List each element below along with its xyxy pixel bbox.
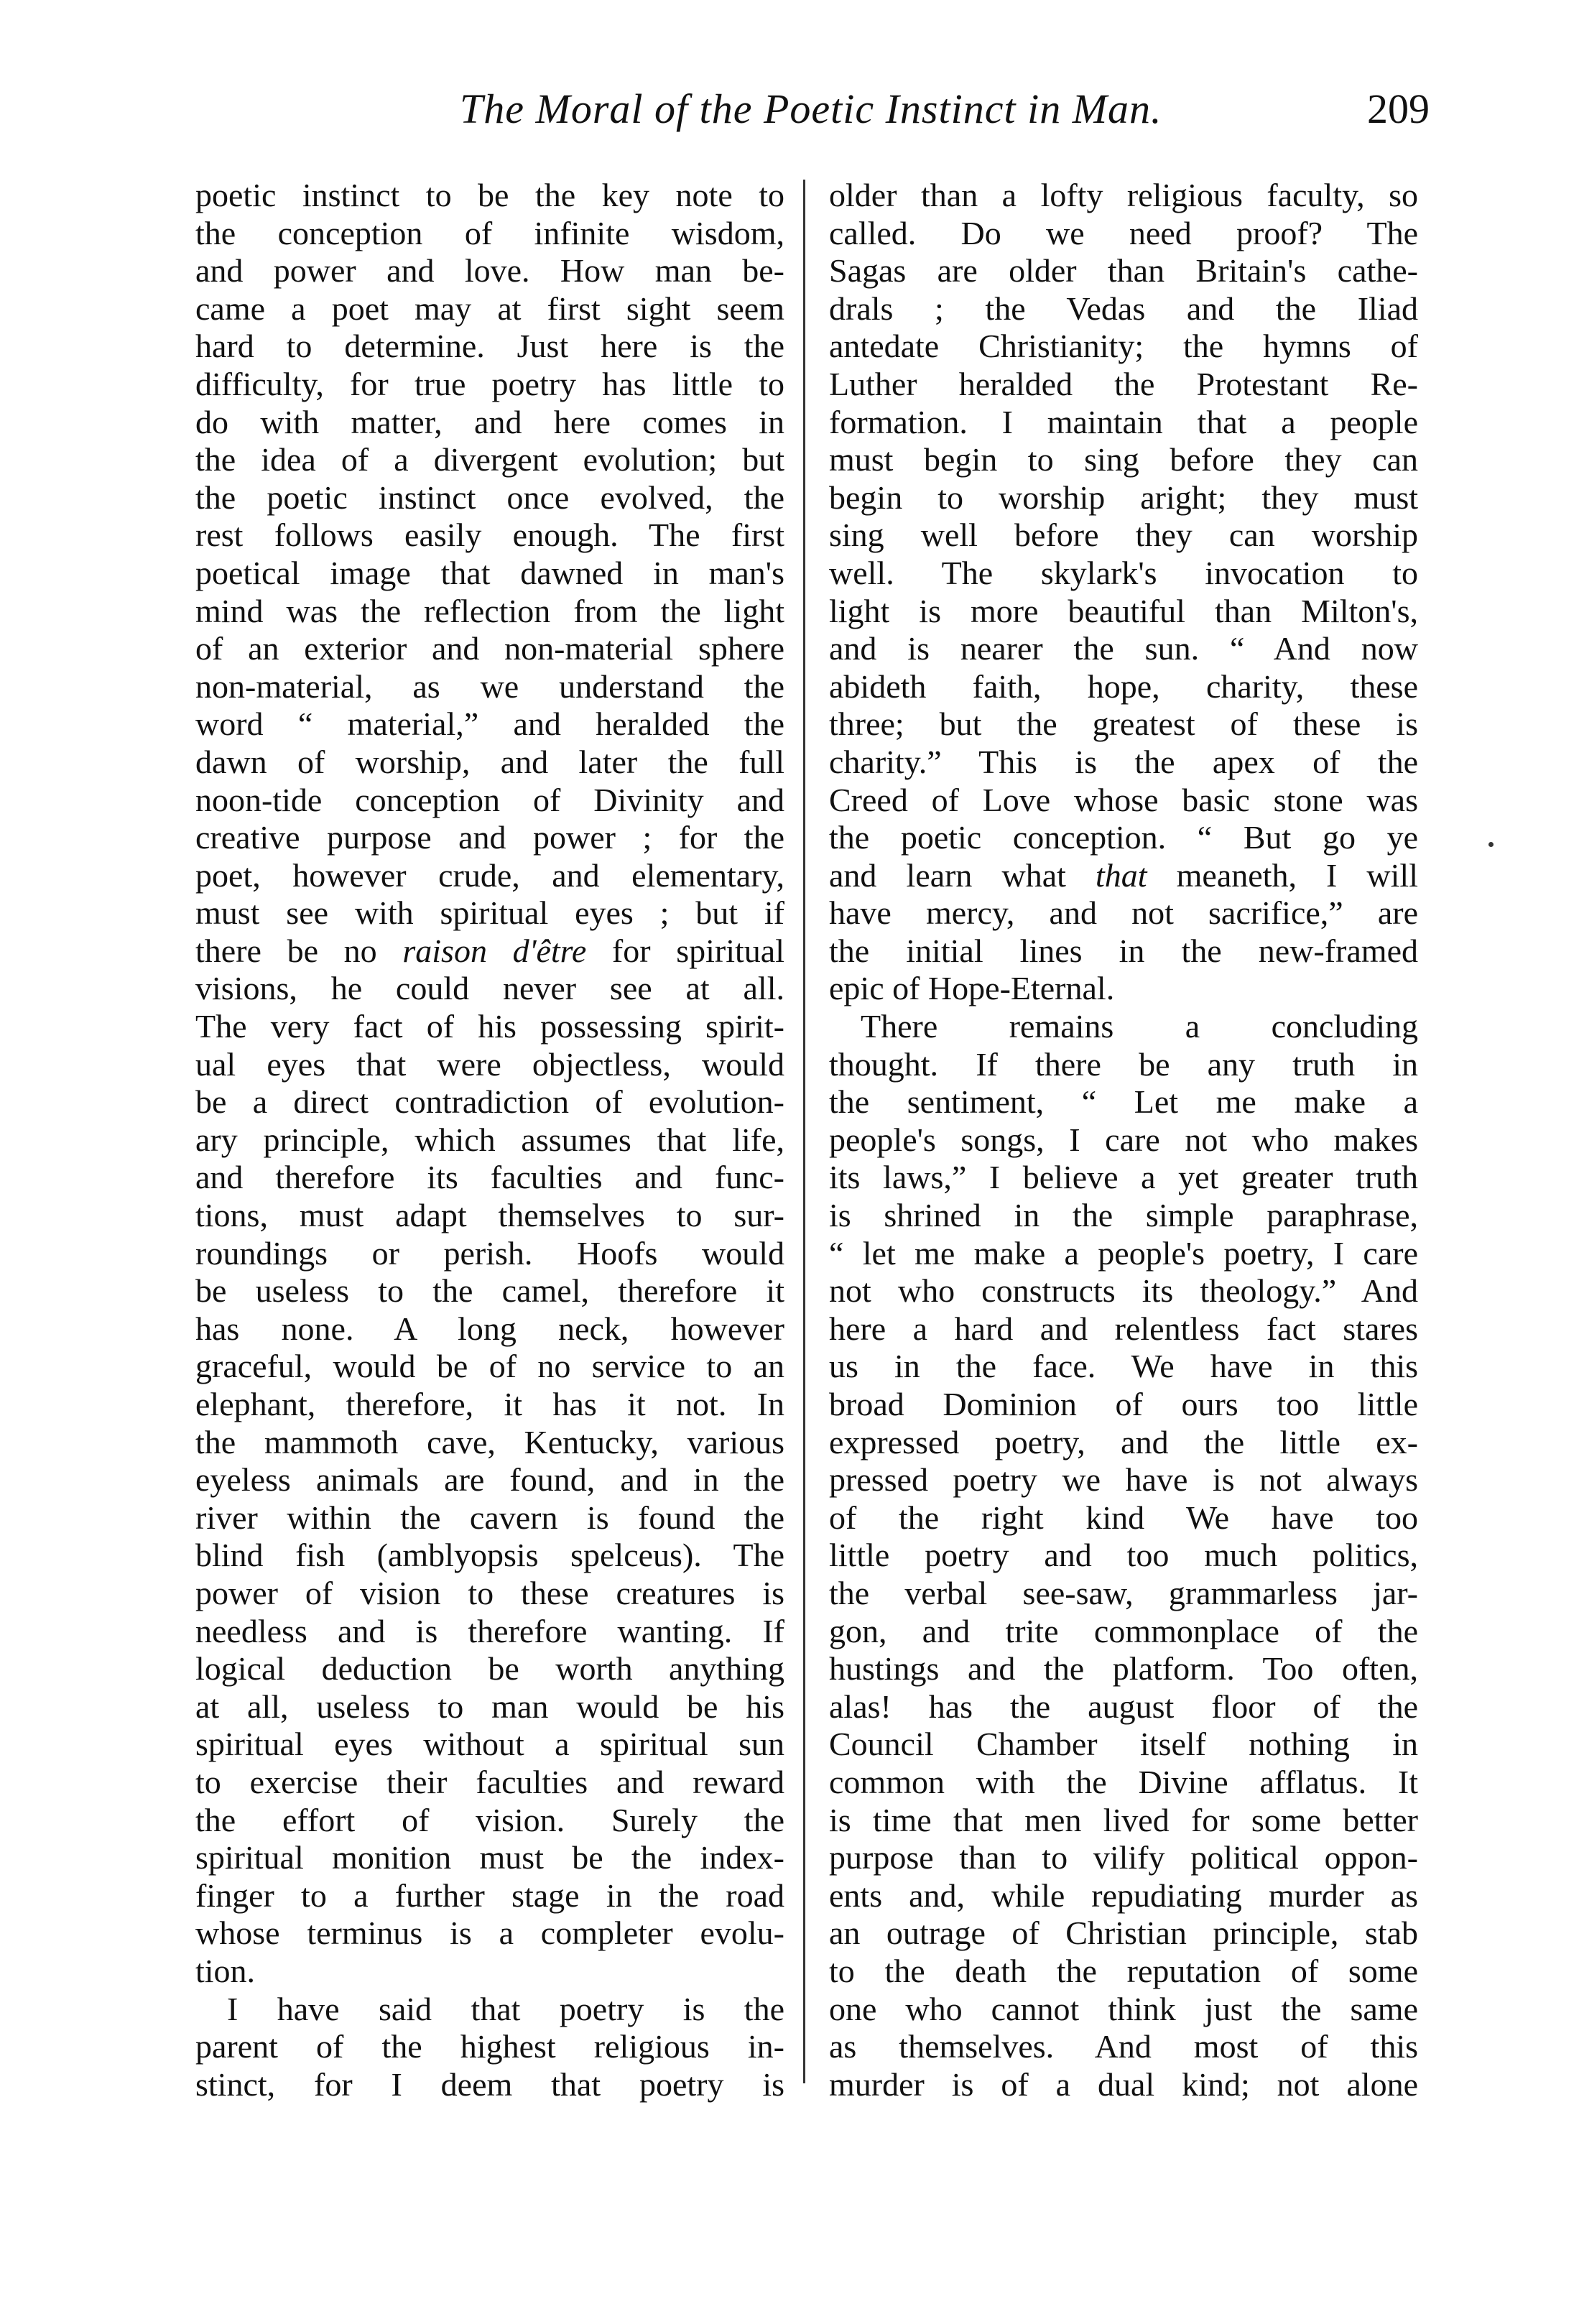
margin-speck — [1488, 842, 1494, 847]
running-title: The Moral of the Poetic Instinct in Man. — [460, 85, 1162, 132]
text-line: the initial lines in the new-framed — [829, 932, 1418, 969]
text-line: whose terminus is a completer evolu- — [195, 1915, 784, 1952]
text-line: The very fact of his possessing spirit- — [195, 1008, 784, 1045]
text-line: abideth faith, hope, charity, these — [829, 667, 1418, 705]
text-line: is shrined in the simple paraphrase, — [829, 1197, 1418, 1234]
text-line: logical deduction be worth anything — [195, 1650, 784, 1688]
text-line: three; but the greatest of these is — [829, 705, 1418, 743]
text-line: people's songs, I care not who makes — [829, 1121, 1418, 1158]
text-line: parent of the highest religious in- — [195, 2028, 784, 2065]
text-line — [195, 932, 784, 971]
text-line: sing well before they can worship — [829, 517, 1418, 554]
text-line: gon, and trite commonplace of the — [829, 1612, 1418, 1649]
text-line: poetical image that dawned in man's — [195, 554, 784, 591]
text-line: elephant, therefore, it has it not. In — [195, 1386, 784, 1422]
text-line: came a poet may at first sight seem — [195, 290, 784, 327]
text-line: finger to a further stage in the road — [195, 1876, 784, 1914]
text-line: of the right kind We have too — [829, 1499, 1418, 1536]
page-number: 209 — [1367, 85, 1430, 132]
text-line: and is nearer the sun. “ And now — [829, 630, 1418, 667]
text-line: river within the cavern is found the — [195, 1499, 784, 1536]
text-line: is time that men lived for some better — [829, 1801, 1418, 1838]
text-line: tions, must adapt themselves to sur- — [195, 1197, 784, 1234]
text-line: pressed poetry we have is not always — [829, 1461, 1418, 1499]
text-line: spiritual eyes without a spiritual sun — [195, 1726, 784, 1763]
text-line — [829, 857, 1418, 895]
text-line: and power and love. How man be- — [195, 252, 784, 290]
text-line: must see with spiritual eyes ; but if — [195, 894, 784, 932]
text-line: ual eyes that were objectless, would — [195, 1045, 784, 1083]
text-line: be a direct contradiction of evolution- — [195, 1083, 784, 1121]
text-line: There remains a concluding — [861, 1008, 1418, 1045]
text-line: poetic instinct to be the key note to — [195, 177, 784, 213]
text-line: thought. If there be any truth in — [829, 1045, 1418, 1083]
text-line: formation. I maintain that a people — [829, 403, 1418, 440]
text-line: blind fish (amblyopsis spelceus). The — [195, 1537, 784, 1574]
text-line: stinct, for I deem that poetry is — [195, 2065, 784, 2103]
text-line: the mammoth cave, Kentucky, various — [195, 1423, 784, 1460]
italic-phrase: raison d'être — [402, 932, 587, 969]
text-line: the effort of vision. Surely the — [195, 1801, 784, 1838]
italic-phrase: that — [1096, 856, 1147, 894]
text-line: here a hard and relentless fact stares — [829, 1310, 1418, 1347]
column-divider — [803, 180, 805, 2083]
text-line: graceful, would be of no service to an — [195, 1348, 784, 1385]
text-line: alas! has the august floor of the — [829, 1688, 1418, 1725]
text-line: begin to worship aright; they must — [829, 478, 1418, 516]
text-line: its laws,” I believe a yet greater truth — [829, 1159, 1418, 1196]
text-line: the idea of a divergent evolution; but — [195, 441, 784, 478]
text-line: and therefore its faculties and func- — [195, 1159, 784, 1196]
text-line: rest follows easily enough. The first — [195, 517, 784, 554]
text-line: Creed of Love whose basic stone was — [829, 781, 1418, 818]
text-line: as themselves. And most of this — [829, 2028, 1418, 2065]
text-line: “ let me make a people's poetry, I care — [829, 1234, 1418, 1272]
text-line: of an exterior and non-material sphere — [195, 630, 784, 667]
text-line: tion. — [195, 1952, 256, 1989]
text-line: common with the Divine afflatus. It — [829, 1763, 1418, 1800]
text-line: one who cannot think just the same — [829, 1990, 1418, 2027]
text-line: ents and, while repudiating murder as — [829, 1876, 1418, 1914]
text-line: not who constructs its theology.” And — [829, 1272, 1418, 1310]
text-line: difficulty, for true poetry has little to — [195, 365, 784, 402]
text-line: do with matter, and here comes in — [195, 403, 784, 440]
text-line: has none. A long neck, however — [195, 1310, 784, 1347]
text-line: hard to determine. Just here is the — [195, 328, 784, 365]
text-line: ary principle, which assumes that life, — [195, 1121, 784, 1158]
text-line: Council Chamber itself nothing in — [829, 1726, 1418, 1763]
text-line: expressed poetry, and the little ex- — [829, 1423, 1418, 1460]
text-line: an outrage of Christian principle, stab — [829, 1915, 1418, 1952]
text-line: Sagas are older than Britain's cathe- — [829, 252, 1418, 290]
text-line: power of vision to these creatures is — [195, 1574, 784, 1611]
page-header — [194, 85, 1430, 142]
text-line: older than a lofty religious faculty, so — [829, 177, 1418, 213]
text-line: mind was the reflection from the light — [195, 592, 784, 629]
text-line: us in the face. We have in this — [829, 1348, 1418, 1385]
left-column — [195, 177, 784, 2103]
text-line: spiritual monition must be the index- — [195, 1839, 784, 1876]
text-line: at all, useless to man would be his — [195, 1688, 784, 1725]
text-line: noon-tide conception of Divinity and — [195, 781, 784, 818]
text-line: drals ; the Vedas and the Iliad — [829, 290, 1418, 327]
text-line: antedate Christianity; the hymns of — [829, 328, 1418, 365]
text-line: called. Do we need proof? The — [829, 214, 1418, 251]
text-run: and learn what — [829, 856, 1096, 894]
text-line: the poetic instinct once evolved, the — [195, 478, 784, 516]
text-line: dawn of worship, and later the full — [195, 743, 784, 780]
text-line: be useless to the camel, therefore it — [195, 1272, 784, 1310]
text-line: broad Dominion of ours too little — [829, 1386, 1418, 1422]
text-run: there be no — [195, 932, 403, 969]
text-line: creative purpose and power ; for the — [195, 819, 784, 856]
text-line: the sentiment, “ Let me make a — [829, 1083, 1418, 1121]
text-line: have mercy, and not sacrifice,” are — [829, 894, 1418, 932]
text-line: epic of Hope-Eternal. — [829, 970, 1115, 1007]
text-line: to the death the reputation of some — [829, 1952, 1418, 1989]
right-column — [829, 177, 1418, 2103]
text-line: the conception of infinite wisdom, — [195, 214, 784, 251]
text-line: charity.” This is the apex of the — [829, 743, 1418, 780]
text-line: little poetry and too much politics, — [829, 1537, 1418, 1574]
text-line: roundings or perish. Hoofs would — [195, 1234, 784, 1272]
text-run: meaneth, I will — [1147, 856, 1418, 894]
text-run: for spiritual — [586, 932, 784, 969]
text-line: word “ material,” and heralded the — [195, 705, 784, 743]
text-line: murder is of a dual kind; not alone — [829, 2065, 1418, 2103]
text-line: non-material, as we understand the — [195, 667, 784, 705]
text-line: needless and is therefore wanting. If — [195, 1612, 784, 1649]
text-line: to exercise their faculties and reward — [195, 1763, 784, 1800]
text-line: purpose than to vilify political oppon- — [829, 1839, 1418, 1876]
text-line: hustings and the platform. Too often, — [829, 1650, 1418, 1688]
text-line: poet, however crude, and elementary, — [195, 856, 784, 894]
text-line: the verbal see-saw, grammarless jar- — [829, 1574, 1418, 1611]
text-line: Luther heralded the Protestant Re- — [829, 365, 1418, 402]
text-line: the poetic conception. “ But go ye — [829, 819, 1418, 856]
text-line: I have said that poetry is the — [227, 1990, 784, 2027]
text-line: must begin to sing before they can — [829, 441, 1418, 478]
text-line: eyeless animals are found, and in the — [195, 1461, 784, 1499]
text-line: visions, he could never see at all. — [195, 970, 784, 1007]
text-line: light is more beautiful than Milton's, — [829, 592, 1418, 629]
text-line: well. The skylark's invocation to — [829, 554, 1418, 591]
